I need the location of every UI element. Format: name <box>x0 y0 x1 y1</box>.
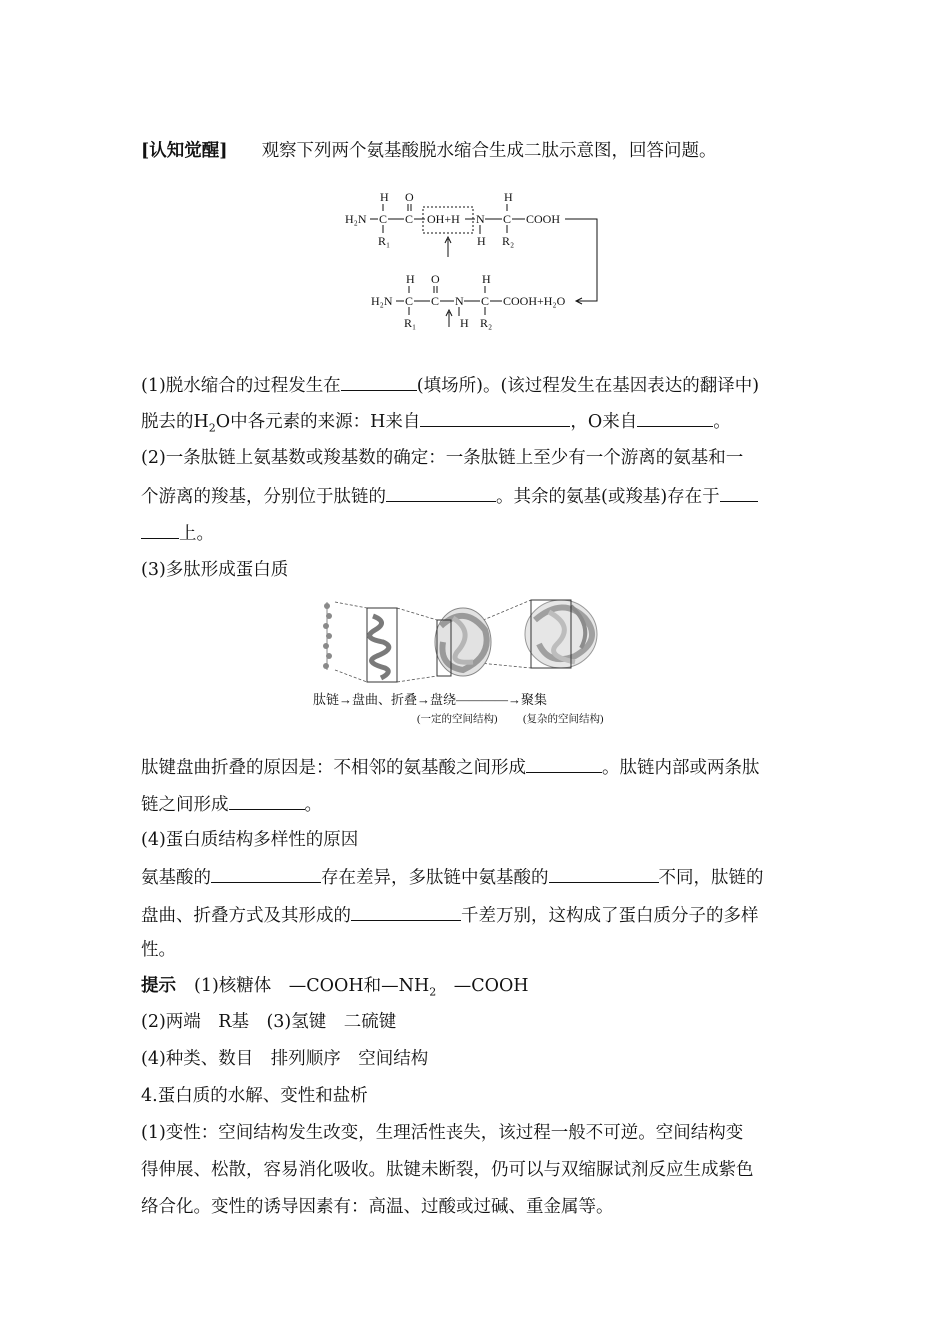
q3-text-c: 链之间形成 <box>141 795 229 815</box>
r2-n: N <box>455 294 464 308</box>
q4-line3 <box>141 938 813 962</box>
q3-line1 <box>141 754 813 780</box>
protein-note-2: (复杂的空间结构) <box>523 714 604 725</box>
protein-stage-label: 肽链→盘曲、折叠→盘绕————→聚集 <box>313 692 548 707</box>
intro-line <box>141 139 813 163</box>
q1-text-d: O中各元素的来源：H来自 <box>215 412 421 432</box>
q2-line3 <box>141 520 813 546</box>
hint-text-2: (2)两端 R基 (3)氢键 二硫键 <box>141 1012 397 1032</box>
hint-text-3: (4)种类、数目 排列顺序 空间结构 <box>141 1049 429 1069</box>
q4-blank-structure <box>351 902 461 921</box>
q3-title-text: (3)多肽形成蛋白质 <box>141 560 289 580</box>
q2-blank-position <box>386 483 496 502</box>
q2-text-a: (2)一条肽链上氨基数或羧基数的确定：一条肽链上至少有一个游离的氨基和一 <box>141 448 744 468</box>
q4-text-f: 性。 <box>141 940 176 960</box>
section4-p3 <box>141 1195 813 1219</box>
q4-blank-order <box>549 864 659 883</box>
aggregated-cluster <box>525 600 597 668</box>
section4-title-text: 4.蛋白质的水解、变性和盐析 <box>141 1086 368 1106</box>
r2-o-top: O <box>431 272 440 286</box>
section4-p2 <box>141 1158 813 1182</box>
q2-blank-r-group-a <box>720 483 758 502</box>
r1-o-top: O <box>405 190 414 204</box>
r1-oh-h: OH+H <box>427 212 460 226</box>
q1-text-b: (填场所)。(该过程发生在基因表达的翻译中) <box>416 376 760 396</box>
r1-cooh: COOH <box>526 212 561 226</box>
r1-h-top2: H <box>504 190 513 204</box>
q4-text-b: 存在差异，多肽链中氨基酸的 <box>321 868 549 888</box>
q2-text-c: 。其余的氨基(或羧基)存在于 <box>496 487 720 507</box>
q3-blank-hydrogen-bond <box>526 754 602 773</box>
q4-line1 <box>141 864 813 890</box>
r1-c3: C <box>503 212 512 226</box>
protein-structure-figure <box>313 596 643 732</box>
r2-c1: C <box>405 294 414 308</box>
q1-line1 <box>141 372 813 398</box>
hint-label: 提示 <box>141 976 176 996</box>
q1-text-a: (1)脱水缩合的过程发生在 <box>141 376 341 396</box>
r1-c2: C <box>405 212 414 226</box>
intro-text: 观察下列两个氨基酸脱水缩合生成二肽示意图，回答问题。 <box>261 141 717 161</box>
protein-note-1: (一定的空间结构) <box>417 714 498 725</box>
q3-blank-disulfide <box>229 791 305 810</box>
hint-line2 <box>141 1010 813 1034</box>
section4-text-2: 得伸展、松散，容易消化吸收。肽键未断裂，仍可以与双缩脲试剂反应生成紫色 <box>141 1160 754 1180</box>
q3-title <box>141 558 813 582</box>
protein-svg <box>313 596 643 732</box>
q4-title <box>141 828 813 852</box>
hint-text-1: (1)核糖体 —COOH和—NH <box>194 976 430 996</box>
r2-h-top2: H <box>482 272 491 286</box>
q4-text-d: 盘曲、折叠方式及其形成的 <box>141 906 351 926</box>
r2-c2: C <box>431 294 440 308</box>
r2-cooh-h2o: COOH+H₂O <box>503 294 566 308</box>
hint-line1 <box>141 974 813 1005</box>
q1-text-f: 。 <box>713 412 731 432</box>
q1-blank-location <box>341 372 417 391</box>
r2-h-bottom: H <box>460 316 469 330</box>
q1-sub: 2 <box>208 421 216 435</box>
intro-tag: [认知觉醒] <box>141 141 228 161</box>
q3-text-b: 。肽链内部或两条肽 <box>602 758 760 778</box>
q1-blank-o-source <box>637 408 713 427</box>
q4-title-text: (4)蛋白质结构多样性的原因 <box>141 830 359 850</box>
q1-blank-h-source <box>420 408 570 427</box>
q1-text-e: ，O来自 <box>570 412 638 432</box>
alpha-helix <box>370 616 389 678</box>
q3-text-a: 肽键盘曲折叠的原因是：不相邻的氨基酸之间形成 <box>141 758 526 778</box>
r2-r2: R₂ <box>480 316 493 330</box>
hint-line3 <box>141 1047 813 1071</box>
q1-text-c: 脱去的H <box>141 412 209 432</box>
r2-r1: R₁ <box>404 316 417 330</box>
hint-text-1-end: —COOH <box>436 976 529 996</box>
section4-text-3: 络合化。变性的诱导因素有：高温、过酸或过碱、重金属等。 <box>141 1197 614 1217</box>
section4-title <box>141 1084 813 1108</box>
q2-line1 <box>141 446 813 470</box>
q4-line2 <box>141 902 813 928</box>
r2-h2n: H₂N <box>371 294 393 308</box>
q2-text-d: 上。 <box>179 524 214 544</box>
q3-line2 <box>141 791 813 817</box>
r1-n: N <box>476 212 485 226</box>
q4-text-c: 不同，肽链的 <box>658 868 764 888</box>
r1-h-bottom: H <box>477 234 486 248</box>
q2-line2 <box>141 483 813 509</box>
q3-text-d: 。 <box>304 795 322 815</box>
r1-r1: R₁ <box>378 234 391 248</box>
r1-r2: R₂ <box>502 234 515 248</box>
r2-h-top: H <box>406 272 415 286</box>
r1-h-top: H <box>380 190 389 204</box>
q2-blank-r-group-b <box>141 520 179 539</box>
r1-c1: C <box>379 212 388 226</box>
section4-text-1: (1)变性：空间结构发生改变，生理活性丧失，该过程一般不可逆。空间结构变 <box>141 1123 744 1143</box>
dipeptide-reaction-diagram <box>341 183 621 343</box>
section4-p1 <box>141 1121 813 1145</box>
q1-line2 <box>141 408 813 441</box>
q4-text-a: 氨基酸的 <box>141 868 211 888</box>
q4-text-e: 千差万别，这构成了蛋白质分子的多样 <box>461 906 759 926</box>
q4-blank-kind <box>211 864 321 883</box>
hint-sub: 2 <box>429 985 437 999</box>
r1-h2n: H₂N <box>345 212 367 226</box>
r2-c3: C <box>481 294 490 308</box>
reaction-svg <box>341 183 621 343</box>
folded-globule <box>435 608 491 676</box>
q2-text-b: 个游离的羧基，分别位于肽链的 <box>141 487 386 507</box>
